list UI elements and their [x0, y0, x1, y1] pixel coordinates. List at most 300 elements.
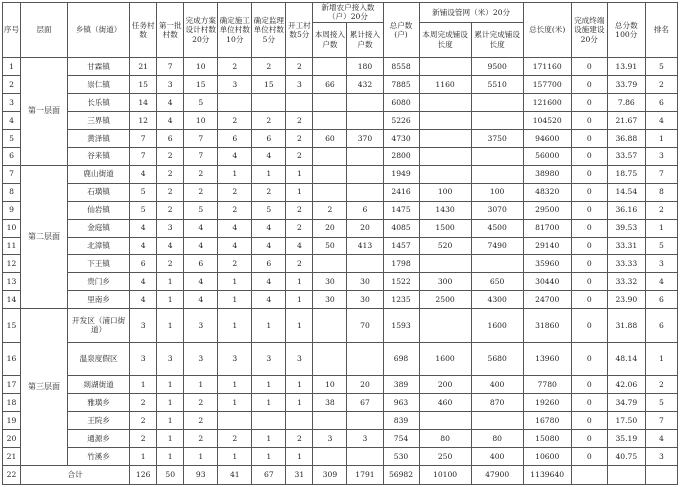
- cell-pn-cum: 80: [471, 429, 523, 447]
- table-row: [3, 411, 678, 429]
- cell-town: 石璜镇: [68, 183, 130, 201]
- cell-nh-week: [313, 255, 347, 273]
- cell-nh-cum: [347, 447, 383, 465]
- cell-constr: 4: [218, 219, 252, 237]
- cell-started: 2: [286, 429, 313, 447]
- cell-nh-week: [313, 111, 347, 129]
- cell-nh-cum: 432: [347, 75, 383, 93]
- cell-superv: 4: [252, 291, 286, 309]
- header-row-1: [3, 3, 678, 23]
- cell-nh-cum: 413: [347, 237, 383, 255]
- cell-score: 42.06: [607, 375, 645, 393]
- cell-pn-week: [419, 255, 471, 273]
- cell-started: 2: [286, 111, 313, 129]
- cell-seq: 15: [3, 309, 21, 342]
- table-row: [3, 57, 678, 75]
- cell-superv: 1: [252, 447, 286, 465]
- cell-score: 33.32: [607, 273, 645, 291]
- cell-households: 6080: [383, 93, 419, 111]
- cell-length: 15080: [523, 429, 571, 447]
- cell-nh-week: [313, 411, 347, 429]
- cell-town: 甘霖镇: [68, 57, 130, 75]
- cell-rank: 7: [645, 411, 677, 429]
- cell-pn-cum: 7490: [471, 237, 523, 255]
- cell-terminal: 0: [571, 393, 607, 411]
- cell-pn-week: [419, 93, 471, 111]
- cell-nh-cum: 3: [347, 429, 383, 447]
- cell-households: 1593: [383, 309, 419, 342]
- cell-nh-week: 10: [313, 375, 347, 393]
- cell-seq: 3: [3, 93, 21, 111]
- cell-seq: 21: [3, 447, 21, 465]
- cell-nh-week: [313, 447, 347, 465]
- cell-started: 4: [286, 237, 313, 255]
- cell-superv: 1: [252, 393, 286, 411]
- cell-pn-cum: 9500: [471, 57, 523, 75]
- cell-task: 4: [130, 219, 157, 237]
- cell-superv: 4: [252, 273, 286, 291]
- cell-nh-cum: 70: [347, 309, 383, 342]
- cell-superv: 1: [252, 309, 286, 342]
- header-pipe-network: 新铺设管网（米）20分: [419, 3, 523, 23]
- cell-length: 24700: [523, 291, 571, 309]
- cell-score: 36.88: [607, 129, 645, 147]
- cell-pn-cum: [471, 147, 523, 165]
- cell-superv: 2: [252, 111, 286, 129]
- cell-pn-week: 300: [419, 273, 471, 291]
- header-seq: 序号: [3, 3, 21, 58]
- cell-terminal: 0: [571, 429, 607, 447]
- header-nh-week: 本周接入户数: [313, 22, 347, 57]
- cell-first: 3: [157, 219, 184, 237]
- cell-length: 104520: [523, 111, 571, 129]
- cell-nh-week: 30: [313, 291, 347, 309]
- table-row: [3, 93, 678, 111]
- cell-started: 1: [286, 393, 313, 411]
- cell-design: 2: [184, 183, 218, 201]
- cell-constr: 2: [218, 183, 252, 201]
- cell-rank: 1: [645, 129, 677, 147]
- header-task-villages: 任务村数: [130, 3, 157, 58]
- cell-pn-cum: 400: [471, 375, 523, 393]
- cell-terminal: 0: [571, 93, 607, 111]
- total-started: 31: [286, 465, 313, 484]
- cell-households: 4085: [383, 219, 419, 237]
- cell-constr: 1: [218, 165, 252, 183]
- cell-first: 1: [157, 411, 184, 429]
- cell-nh-week: 2: [313, 201, 347, 219]
- cell-score: 33.33: [607, 255, 645, 273]
- table-row: [3, 237, 678, 255]
- cell-seq: 9: [3, 201, 21, 219]
- cell-started: [286, 93, 313, 111]
- cell-task: 4: [130, 165, 157, 183]
- total-score: [607, 465, 645, 484]
- cell-town: 谷来镇: [68, 147, 130, 165]
- cell-terminal: 0: [571, 447, 607, 465]
- cell-first: 1: [157, 393, 184, 411]
- table-body: [3, 57, 678, 484]
- cell-superv: 3: [252, 342, 286, 375]
- header-total-length: 总长度(米): [523, 3, 571, 58]
- layer-cell: 第一层面: [21, 57, 68, 165]
- cell-rank: 3: [645, 447, 677, 465]
- cell-started: 1: [286, 309, 313, 342]
- header-supervision-unit: 确定监理单位村数5分: [252, 3, 286, 58]
- cell-pn-cum: [471, 255, 523, 273]
- cell-households: 4730: [383, 129, 419, 147]
- cell-superv: 6: [252, 255, 286, 273]
- cell-task: 1: [130, 447, 157, 465]
- cell-design: 2: [184, 411, 218, 429]
- cell-town: 竹溪乡: [68, 447, 130, 465]
- cell-task: 2: [130, 429, 157, 447]
- cell-town: 鹿山街道: [68, 165, 130, 183]
- table-row: [3, 309, 678, 342]
- cell-first: 2: [157, 165, 184, 183]
- cell-pn-cum: 3070: [471, 201, 523, 219]
- header-construction-unit: 确定施工单位村数10分: [218, 3, 252, 58]
- cell-households: 2800: [383, 147, 419, 165]
- table-row: [3, 111, 678, 129]
- cell-first: 2: [157, 255, 184, 273]
- cell-first: 2: [157, 201, 184, 219]
- cell-started: 2: [286, 201, 313, 219]
- cell-town: 温泉度假区: [68, 342, 130, 375]
- cell-task: 7: [130, 147, 157, 165]
- cell-task: 7: [130, 129, 157, 147]
- cell-score: 33.79: [607, 75, 645, 93]
- cell-started: 1: [286, 375, 313, 393]
- cell-nh-week: 30: [313, 273, 347, 291]
- cell-started: 1: [286, 165, 313, 183]
- cell-households: 1457: [383, 237, 419, 255]
- total-row: [3, 465, 678, 484]
- table-header: [3, 3, 678, 58]
- cell-design: 2: [184, 393, 218, 411]
- cell-nh-cum: [347, 93, 383, 111]
- cell-pn-cum: 4300: [471, 291, 523, 309]
- cell-pn-cum: [471, 111, 523, 129]
- cell-constr: 4: [218, 147, 252, 165]
- table-row: [3, 183, 678, 201]
- cell-task: 4: [130, 291, 157, 309]
- cell-nh-week: 60: [313, 129, 347, 147]
- cell-superv: 2: [252, 183, 286, 201]
- cell-length: 16780: [523, 411, 571, 429]
- cell-pn-week: 520: [419, 237, 471, 255]
- cell-design: 2: [184, 429, 218, 447]
- cell-town: 贵门乡: [68, 273, 130, 291]
- cell-nh-cum: [347, 147, 383, 165]
- cell-constr: 3: [218, 75, 252, 93]
- cell-started: 2: [286, 57, 313, 75]
- cell-task: 2: [130, 393, 157, 411]
- cell-length: 171160: [523, 57, 571, 75]
- cell-nh-cum: [347, 411, 383, 429]
- cell-first: 1: [157, 273, 184, 291]
- cell-length: 29500: [523, 201, 571, 219]
- cell-nh-cum: 30: [347, 273, 383, 291]
- cell-first: 4: [157, 237, 184, 255]
- cell-households: 963: [383, 393, 419, 411]
- cell-pn-week: 1430: [419, 201, 471, 219]
- cell-rank: 6: [645, 93, 677, 111]
- cell-design: 7: [184, 129, 218, 147]
- cell-pn-week: 2500: [419, 291, 471, 309]
- cell-task: 21: [130, 57, 157, 75]
- cell-length: 13960: [523, 342, 571, 375]
- table-row: [3, 201, 678, 219]
- cell-rank: 6: [645, 309, 677, 342]
- cell-rank: 8: [645, 183, 677, 201]
- cell-terminal: 0: [571, 273, 607, 291]
- cell-score: 35.19: [607, 429, 645, 447]
- cell-rank: 2: [645, 375, 677, 393]
- cell-rank: 2: [645, 201, 677, 219]
- total-pn-cum: 47900: [471, 465, 523, 484]
- table-row: [3, 165, 678, 183]
- cell-households: 530: [383, 447, 419, 465]
- cell-design: 4: [184, 291, 218, 309]
- cell-seq: 18: [3, 393, 21, 411]
- cell-task: 3: [130, 309, 157, 342]
- cell-pn-week: [419, 309, 471, 342]
- cell-score: 14.54: [607, 183, 645, 201]
- cell-score: 34.79: [607, 393, 645, 411]
- total-task: 126: [130, 465, 157, 484]
- cell-design: 5: [184, 201, 218, 219]
- cell-first: 4: [157, 93, 184, 111]
- cell-nh-cum: [347, 165, 383, 183]
- cell-nh-week: 20: [313, 219, 347, 237]
- cell-constr: 1: [218, 273, 252, 291]
- cell-length: 121600: [523, 93, 571, 111]
- cell-constr: [218, 411, 252, 429]
- cell-score: 21.67: [607, 111, 645, 129]
- cell-seq: 6: [3, 147, 21, 165]
- table-row: [3, 429, 678, 447]
- cell-design: 7: [184, 147, 218, 165]
- cell-design: 10: [184, 111, 218, 129]
- cell-task: 15: [130, 75, 157, 93]
- cell-rank: 3: [645, 255, 677, 273]
- total-constr: 41: [218, 465, 252, 484]
- header-new-households: 新增农户接入数（户）20分: [313, 3, 383, 23]
- cell-superv: [252, 93, 286, 111]
- cell-task: 4: [130, 273, 157, 291]
- cell-nh-cum: [347, 111, 383, 129]
- cell-superv: 5: [252, 201, 286, 219]
- cell-started: 2: [286, 255, 313, 273]
- layer-cell: 第三层面: [21, 309, 68, 465]
- cell-superv: 1: [252, 165, 286, 183]
- cell-constr: 3: [218, 342, 252, 375]
- cell-constr: 1: [218, 309, 252, 342]
- table-row: [3, 273, 678, 291]
- cell-nh-week: [313, 183, 347, 201]
- cell-superv: 15: [252, 75, 286, 93]
- table-row: [3, 75, 678, 93]
- cell-constr: 4: [218, 237, 252, 255]
- cell-started: 2: [286, 147, 313, 165]
- cell-design: 4: [184, 237, 218, 255]
- cell-pn-week: [419, 57, 471, 75]
- cell-score: 40.75: [607, 447, 645, 465]
- cell-terminal: 0: [571, 309, 607, 342]
- cell-superv: 2: [252, 57, 286, 75]
- cell-nh-cum: [347, 342, 383, 375]
- cell-pn-week: [419, 147, 471, 165]
- cell-first: 4: [157, 111, 184, 129]
- cell-households: 1949: [383, 165, 419, 183]
- cell-town: 开发区（浦口街道）: [68, 309, 130, 342]
- cell-pn-cum: 650: [471, 273, 523, 291]
- cell-design: 5: [184, 93, 218, 111]
- cell-nh-week: [313, 57, 347, 75]
- cell-started: 1: [286, 447, 313, 465]
- cell-town: 下王镇: [68, 255, 130, 273]
- cell-pn-cum: 5510: [471, 75, 523, 93]
- cell-design: 1: [184, 447, 218, 465]
- cell-design: 6: [184, 255, 218, 273]
- cell-terminal: 0: [571, 237, 607, 255]
- cell-score: 39.53: [607, 219, 645, 237]
- table-row: [3, 129, 678, 147]
- cell-terminal: 0: [571, 183, 607, 201]
- cell-nh-cum: 67: [347, 393, 383, 411]
- cell-task: 14: [130, 93, 157, 111]
- cell-superv: 1: [252, 429, 286, 447]
- total-seq: 22: [3, 465, 21, 484]
- cell-superv: 4: [252, 237, 286, 255]
- cell-nh-cum: 180: [347, 57, 383, 75]
- cell-score: 13.91: [607, 57, 645, 75]
- cell-town: 崇仁镇: [68, 75, 130, 93]
- cell-seq: 1: [3, 57, 21, 75]
- cell-households: 2416: [383, 183, 419, 201]
- cell-length: 10600: [523, 447, 571, 465]
- cell-score: 23.90: [607, 291, 645, 309]
- cell-seq: 19: [3, 411, 21, 429]
- cell-terminal: 0: [571, 57, 607, 75]
- cell-households: 1522: [383, 273, 419, 291]
- cell-households: 7885: [383, 75, 419, 93]
- cell-superv: 1: [252, 375, 286, 393]
- cell-pn-week: 100: [419, 183, 471, 201]
- cell-first: 1: [157, 447, 184, 465]
- cell-pn-cum: [471, 411, 523, 429]
- cell-length: 29140: [523, 237, 571, 255]
- cell-rank: 3: [645, 147, 677, 165]
- cell-rank: 5: [645, 57, 677, 75]
- cell-task: 4: [130, 237, 157, 255]
- cell-households: 389: [383, 375, 419, 393]
- cell-pn-week: [419, 411, 471, 429]
- cell-pn-week: [419, 129, 471, 147]
- cell-pn-week: 1500: [419, 219, 471, 237]
- cell-length: 35960: [523, 255, 571, 273]
- table-row: [3, 342, 678, 375]
- layer-cell: 第二层面: [21, 165, 68, 309]
- cell-rank: 4: [645, 273, 677, 291]
- header-design-plan: 完成方案设计村数20分: [184, 3, 218, 58]
- cell-town: 黄泽镇: [68, 129, 130, 147]
- cell-length: 94600: [523, 129, 571, 147]
- table-row: [3, 219, 678, 237]
- cell-constr: 2: [218, 255, 252, 273]
- table-row: [3, 255, 678, 273]
- village-sewage-progress-table: [2, 2, 678, 485]
- cell-town: 北漳镇: [68, 237, 130, 255]
- cell-task: 2: [130, 411, 157, 429]
- cell-nh-cum: [347, 183, 383, 201]
- cell-pn-week: 200: [419, 375, 471, 393]
- cell-town: 金庭镇: [68, 219, 130, 237]
- cell-town: 通源乡: [68, 429, 130, 447]
- cell-households: 8558: [383, 57, 419, 75]
- cell-seq: 20: [3, 429, 21, 447]
- cell-length: 7780: [523, 375, 571, 393]
- header-total-score: 总分数100分: [607, 3, 645, 58]
- total-length: 1139640: [523, 465, 571, 484]
- cell-design: 10: [184, 57, 218, 75]
- cell-pn-week: 1160: [419, 75, 471, 93]
- total-nh-week: 309: [313, 465, 347, 484]
- cell-seq: 8: [3, 183, 21, 201]
- cell-households: 1475: [383, 201, 419, 219]
- cell-design: 1: [184, 375, 218, 393]
- cell-design: 4: [184, 273, 218, 291]
- cell-constr: 1: [218, 393, 252, 411]
- cell-task: 1: [130, 375, 157, 393]
- cell-seq: 4: [3, 111, 21, 129]
- header-started: 开工村数5分: [286, 3, 313, 58]
- cell-constr: 2: [218, 201, 252, 219]
- cell-task: 3: [130, 342, 157, 375]
- cell-terminal: 0: [571, 201, 607, 219]
- cell-rank: 2: [645, 75, 677, 93]
- total-first: 50: [157, 465, 184, 484]
- cell-nh-cum: [347, 255, 383, 273]
- cell-terminal: 0: [571, 255, 607, 273]
- cell-terminal: 0: [571, 411, 607, 429]
- cell-first: 1: [157, 375, 184, 393]
- cell-terminal: 0: [571, 375, 607, 393]
- cell-constr: 2: [218, 57, 252, 75]
- cell-pn-cum: [471, 93, 523, 111]
- header-terminal-facility: 完成终端设施建设20分: [571, 3, 607, 58]
- cell-seq: 5: [3, 129, 21, 147]
- cell-constr: [218, 93, 252, 111]
- cell-first: 1: [157, 309, 184, 342]
- cell-started: 1: [286, 291, 313, 309]
- cell-pn-cum: 4500: [471, 219, 523, 237]
- cell-first: 7: [157, 57, 184, 75]
- cell-started: 2: [286, 129, 313, 147]
- cell-seq: 10: [3, 219, 21, 237]
- table-row: [3, 147, 678, 165]
- cell-started: 2: [286, 219, 313, 237]
- cell-constr: 6: [218, 129, 252, 147]
- cell-nh-week: 38: [313, 393, 347, 411]
- cell-terminal: 0: [571, 342, 607, 375]
- header-first-batch: 第一批村数: [157, 3, 184, 58]
- cell-length: 48320: [523, 183, 571, 201]
- cell-rank: 1: [645, 342, 677, 375]
- cell-seq: 14: [3, 291, 21, 309]
- total-nh-cum: 1791: [347, 465, 383, 484]
